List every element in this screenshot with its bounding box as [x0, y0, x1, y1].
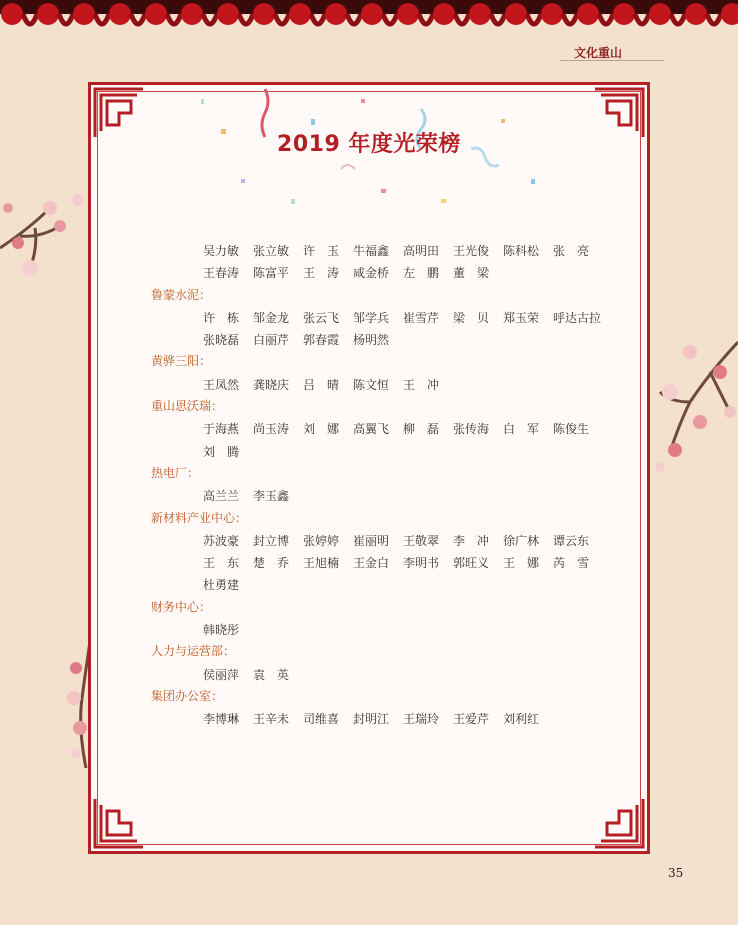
lantern-ball	[109, 3, 131, 25]
honoree-name: 楚 乔	[253, 556, 290, 571]
honoree-name: 袁 英	[253, 667, 290, 682]
honoree-name: 王敬翠	[403, 533, 440, 548]
honoree-name: 吕 晴	[303, 377, 340, 392]
honoree-name: 高兰兰	[203, 489, 240, 504]
honoree-name: 徐广林	[503, 533, 540, 548]
lantern-swag	[527, 14, 541, 24]
corner-ornament-bottom-left	[91, 795, 147, 851]
honoree-name: 王瑞玲	[403, 712, 440, 727]
department-names	[203, 663, 631, 685]
department-names	[203, 417, 631, 462]
honoree-name: 张 亮	[553, 244, 590, 258]
department-heading: 热电厂：	[151, 465, 200, 480]
honoree-name: 王旭楠	[303, 556, 340, 571]
honoree-name: 封立博	[253, 533, 290, 548]
lantern-swag	[347, 14, 361, 24]
name-row	[203, 484, 631, 506]
lantern-swag	[419, 14, 433, 24]
honoree-name: 陈富平	[253, 266, 290, 281]
lantern-ball	[541, 3, 563, 25]
name-row	[203, 373, 631, 395]
lantern-ball	[73, 3, 95, 25]
lantern-ball	[649, 3, 671, 25]
honoree-name: 柳 磊	[403, 422, 440, 437]
honoree-name: 张晓磊	[203, 333, 240, 348]
honoree-name: 苏波豪	[203, 533, 240, 548]
name-row	[203, 551, 631, 573]
honoree-name: 王 娜	[503, 556, 540, 571]
department-names	[203, 618, 631, 640]
lantern-ball	[253, 3, 275, 25]
department-names	[203, 373, 631, 395]
honoree-name: 牛福鑫	[353, 244, 390, 258]
honoree-name: 吴力敏	[203, 244, 240, 258]
honoree-name: 崔雪芹	[403, 310, 440, 325]
lantern-swag	[563, 14, 577, 24]
honoree-name: 李博琳	[203, 712, 240, 727]
lantern-ball	[37, 3, 59, 25]
plum-blossom-left-top	[0, 188, 92, 288]
lantern-swag	[23, 14, 37, 24]
department-names	[203, 529, 631, 596]
honoree-name: 刘 娜	[303, 422, 340, 437]
honoree-name: 张立敏	[253, 244, 290, 258]
lantern-ball	[613, 3, 635, 25]
honoree-name: 邹金龙	[253, 310, 290, 325]
honoree-name: 司维喜	[303, 712, 340, 727]
department-heading: 重山思沃瑞：	[151, 399, 224, 414]
lantern-ball	[469, 3, 491, 25]
lantern-swag	[311, 14, 325, 24]
honoree-name: 左 鹏	[403, 266, 440, 281]
lantern-swag	[599, 14, 613, 24]
lantern-swag	[383, 14, 397, 24]
honoree-name: 龚晓庆	[253, 377, 290, 392]
lantern-swag	[707, 14, 721, 24]
name-row	[203, 261, 631, 283]
lantern-ball	[505, 3, 527, 25]
honoree-name: 于海燕	[203, 422, 240, 437]
lantern-swag	[455, 14, 469, 24]
page-number: 35	[668, 866, 684, 880]
honoree-name: 郭旺义	[453, 556, 490, 571]
honoree-name: 咸金桥	[353, 266, 390, 281]
department-names	[203, 306, 631, 351]
honoree-name: 邹学兵	[353, 310, 390, 325]
lantern-swag	[671, 14, 685, 24]
lantern-ball	[325, 3, 347, 25]
department-heading: 财务中心：	[151, 599, 212, 614]
honoree-name: 王春涛	[203, 266, 240, 281]
lantern-swag	[491, 14, 505, 24]
page-title: 2019 年度光荣榜	[277, 132, 461, 157]
honoree-name: 高翼飞	[353, 422, 390, 437]
department-heading: 黄骅三阳：	[151, 354, 212, 369]
lantern-swag	[239, 14, 253, 24]
lantern-ball	[289, 3, 311, 25]
department-names	[203, 484, 631, 506]
lantern-ball	[145, 3, 167, 25]
lantern-swag	[59, 14, 73, 24]
honoree-name: 王辛未	[253, 712, 290, 727]
honoree-name: 谭云东	[553, 533, 590, 548]
lantern-ball	[433, 3, 455, 25]
honoree-name: 尚玉涛	[253, 422, 290, 437]
department-heading: 鲁蒙水泥：	[151, 287, 212, 302]
honoree-name: 王 东	[203, 556, 240, 571]
honoree-name: 白丽芹	[253, 333, 290, 348]
brand-mark	[560, 44, 668, 66]
department-heading: 集团办公室：	[151, 688, 224, 703]
lantern-ball	[361, 3, 383, 25]
honoree-name: 刘 腾	[203, 444, 240, 459]
honoree-name: 侯丽萍	[203, 667, 240, 682]
honoree-name: 梁 贝	[453, 310, 490, 325]
honoree-name: 张传海	[453, 422, 490, 437]
honoree-name: 王金白	[353, 556, 390, 571]
lantern-swag	[635, 14, 649, 24]
brand-underline	[560, 60, 664, 61]
honoree-name: 杨明然	[353, 333, 390, 348]
lantern-ball	[577, 3, 599, 25]
honoree-name: 张云飞	[303, 310, 340, 325]
honoree-name: 王凤然	[203, 377, 240, 392]
lantern-ball	[217, 3, 239, 25]
honoree-name: 许 栋	[203, 310, 240, 325]
honoree-name: 董 梁	[453, 266, 490, 281]
honoree-name: 刘利红	[503, 712, 540, 727]
honoree-name: 呼达古拉	[553, 310, 602, 325]
honoree-name: 崔丽明	[353, 533, 390, 548]
lantern-swag	[275, 14, 289, 24]
name-row	[203, 573, 631, 595]
department-names	[203, 239, 631, 284]
lantern-swag	[131, 14, 145, 24]
honoree-name: 王光俊	[453, 244, 490, 258]
lantern-ball	[1, 3, 23, 25]
honoree-name: 陈文恒	[353, 377, 390, 392]
brand-logo-text: 文化重山	[574, 46, 623, 60]
name-row	[203, 306, 631, 328]
honoree-name: 张婷婷	[303, 533, 340, 548]
honoree-name: 高明田	[403, 244, 440, 258]
name-row	[203, 707, 631, 729]
name-row	[203, 663, 631, 685]
honoree-name: 郑玉荣	[503, 310, 540, 325]
honoree-name: 许 玉	[303, 244, 340, 258]
honoree-name: 韩晓彤	[203, 623, 240, 638]
name-row	[203, 529, 631, 551]
name-row	[203, 618, 631, 640]
honoree-name: 杜勇建	[203, 578, 240, 593]
honoree-name: 郭春霞	[303, 333, 340, 348]
honoree-name: 王 冲	[403, 377, 440, 392]
honoree-name: 李 冲	[453, 533, 490, 548]
lantern-swag	[167, 14, 181, 24]
honoree-name: 白 军	[503, 422, 540, 437]
honoree-name: 陈俊生	[553, 422, 590, 437]
lantern-ball	[685, 3, 707, 25]
lantern-ball	[181, 3, 203, 25]
department-heading: 人力与运营部：	[151, 644, 236, 659]
name-row	[203, 239, 631, 261]
department-names	[203, 707, 631, 729]
name-row	[203, 328, 631, 350]
lantern-swag	[95, 14, 109, 24]
honoree-name: 李玉鑫	[253, 489, 290, 504]
honoree-name: 王 涛	[303, 266, 340, 281]
honoree-name: 陈科松	[503, 244, 540, 258]
honor-roll-frame	[88, 82, 650, 854]
honoree-name: 封明江	[353, 712, 390, 727]
honoree-name: 李明书	[403, 556, 440, 571]
lantern-swag	[203, 14, 217, 24]
plum-blossom-right	[650, 332, 738, 482]
name-row	[203, 440, 631, 462]
honoree-name: 王爱芹	[453, 712, 490, 727]
lantern-strip	[0, 0, 738, 44]
department-heading: 新材料产业中心：	[151, 510, 248, 525]
honor-list	[151, 239, 631, 730]
lantern-ball	[397, 3, 419, 25]
corner-ornament-bottom-right	[591, 795, 647, 851]
honoree-name: 芮 雪	[553, 556, 590, 571]
name-row	[203, 417, 631, 439]
